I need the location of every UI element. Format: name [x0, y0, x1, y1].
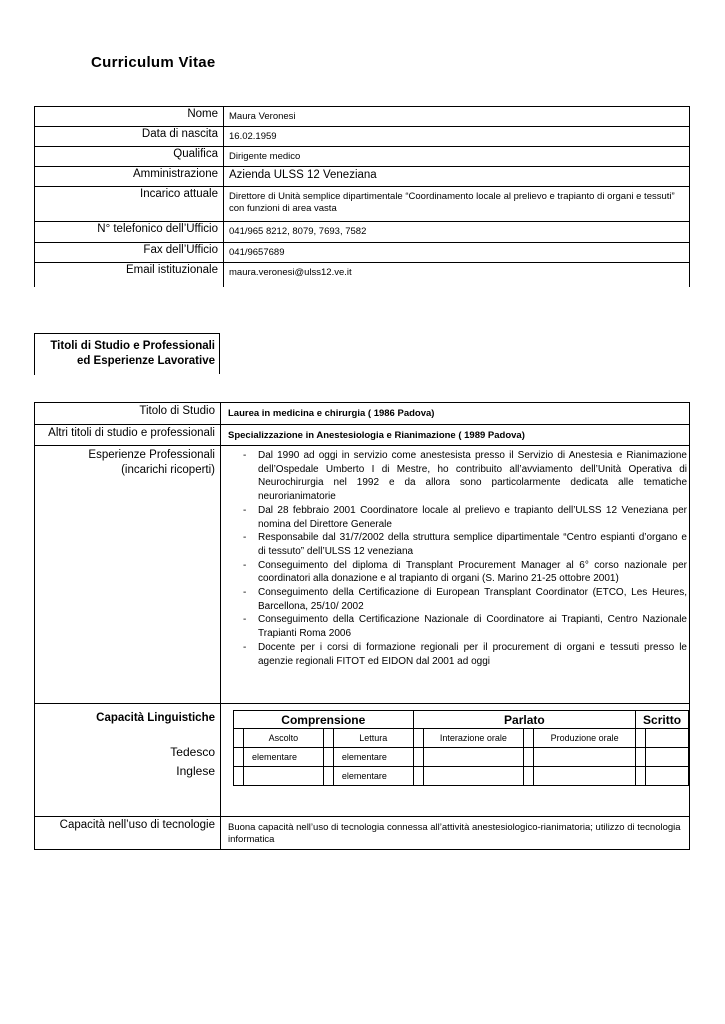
list-item: - Conseguimento del diploma di Transplant Procurement Manager al 6° corso nazionale per coordinatori alla donazione e al trapianto di organi (S. Marino 21-25 ottobre 2001) [243, 559, 687, 586]
value-tecnologie: Buona capacità nell’uso di tecnologia connessa all’attività anestesiologico-rianimatoria; utilizzo di tecnologia informatica [221, 817, 690, 850]
row-altri-titoli [35, 425, 690, 446]
subheader-lettura: Lettura [333, 729, 413, 748]
value-email: maura.veronesi@ulss12.ve.it [224, 263, 690, 287]
languages-cell [221, 704, 690, 817]
row-lingue [35, 704, 690, 817]
tedesco-lettura: elementare [333, 748, 413, 767]
row-email [35, 263, 690, 287]
row-fax [35, 243, 690, 263]
value-telefono: 041/965 8212, 8079, 7693, 7582 [224, 222, 690, 243]
header-parlato: Parlato [413, 711, 636, 729]
languages-table [233, 710, 689, 786]
value-nome: Maura Veronesi [224, 107, 690, 127]
row-nome [35, 107, 690, 127]
row-amministrazione [35, 167, 690, 187]
subheader-interazione: Interazione orale [423, 729, 524, 748]
inglese-scritto [646, 767, 689, 786]
row-data-nascita [35, 127, 690, 147]
row-incarico [35, 187, 690, 222]
row-qualifica [35, 147, 690, 167]
value-altri-titoli: Specializzazione in Anestesiologia e Rianimazione ( 1989 Padova) [221, 425, 690, 446]
document-title: Curriculum Vitae [91, 54, 216, 71]
list-item: - Dal 28 febbraio 2001 Coordinatore locale al prelievo e trapianto dell’ULSS 12 Veneziana per nomina del Direttore Generale [243, 504, 687, 531]
label-lingue-cell [35, 704, 221, 817]
label-data-nascita: Data di nascita [35, 127, 224, 147]
lang-name-inglese: Inglese [176, 764, 215, 778]
subheader-ascolto: Ascolto [244, 729, 324, 748]
label-lingue: Capacità Linguistiche [96, 712, 215, 724]
label-email: Email istituzionale [35, 263, 224, 287]
value-fax: 041/9657689 [224, 243, 690, 263]
list-item: - Responsabile dal 31/7/2002 della struttura semplice dipartimentale “Centro espianti d’organo e di tessuto” dell’ULSS 12 veneziana [243, 531, 687, 558]
row-titolo [35, 403, 690, 425]
tedesco-produzione [534, 748, 636, 767]
value-incarico: Direttore di Unità semplice dipartimentale “Coordinamento locale al prelievo e trapianto di organi e tessuti” con funzioni di area vasta [224, 187, 690, 222]
label-telefono: N° telefonico dell’Ufficio [35, 222, 224, 243]
label-amministrazione: Amministrazione [35, 167, 224, 187]
list-item: - Dal 1990 ad oggi in servizio come anestesista presso il Servizio di Anestesia e Rianimazione dell’Ospedale Umberto I di Mestre, ho contribuito all’avviamento dell’Unità Operativa di Neurochirurgia nel 1992 e da allora sono particolarmente dedicata alle tematiche neurorianimatorie [243, 449, 687, 504]
section-heading-line2: ed Esperienze Lavorative [76, 355, 215, 367]
lang-row-inglese [234, 767, 689, 786]
studies-table [34, 402, 690, 850]
list-item: - Conseguimento della Certificazione di European Transplant Coordinator (ETCO, Les Heures, Barcellona, 25/10/ 2002 [243, 586, 687, 613]
label-titolo: Titolo di Studio [35, 403, 221, 425]
header-comprensione: Comprensione [234, 711, 414, 729]
list-item: - Docente per i corsi di formazione regionali per il procurement di organi e tessuti presso le agenzie regionali FITOT ed EIDON dal 2001 ad oggi [243, 641, 687, 668]
section-heading [34, 333, 220, 374]
row-tecnologie [35, 817, 690, 850]
subheader-produzione: Produzione orale [534, 729, 636, 748]
label-tecnologie: Capacità nell’uso di tecnologie [35, 817, 221, 850]
label-fax: Fax dell’Ufficio [35, 243, 224, 263]
inglese-produzione [534, 767, 636, 786]
personal-info-table [34, 106, 690, 287]
label-altri-titoli: Altri titoli di studio e professionali [35, 425, 221, 446]
label-qualifica: Qualifica [35, 147, 224, 167]
tedesco-interazione [423, 748, 524, 767]
inglese-interazione [423, 767, 524, 786]
value-amministrazione: Azienda ULSS 12 Veneziana [224, 167, 690, 187]
tedesco-scritto [646, 748, 689, 767]
row-telefono [35, 222, 690, 243]
value-data-nascita: 16.02.1959 [224, 127, 690, 147]
value-esperienze [221, 446, 690, 704]
label-incarico: Incarico attuale [35, 187, 224, 222]
label-esperienze-line2: (incarichi ricoperti) [121, 464, 215, 476]
lang-row-tedesco [234, 748, 689, 767]
tedesco-ascolto: elementare [244, 748, 324, 767]
row-esperienze [35, 446, 690, 704]
list-item: - Conseguimento della Certificazione Nazionale di Coordinatore ai Trapianti, Centro Nazionale Trapianti Roma 2006 [243, 613, 687, 640]
esperienze-list [221, 449, 689, 668]
lang-name-tedesco: Tedesco [170, 745, 215, 759]
label-nome: Nome [35, 107, 224, 127]
label-esperienze-line1: Esperienze Professionali [88, 449, 215, 461]
value-qualifica: Dirigente medico [224, 147, 690, 167]
value-titolo: Laurea in medicina e chirurgia ( 1986 Padova) [221, 403, 690, 425]
section-heading-line1: Titoli di Studio e Professionali [50, 340, 215, 352]
inglese-lettura: elementare [333, 767, 413, 786]
inglese-ascolto [244, 767, 324, 786]
header-scritto: Scritto [636, 711, 689, 729]
label-esperienze [35, 446, 221, 704]
